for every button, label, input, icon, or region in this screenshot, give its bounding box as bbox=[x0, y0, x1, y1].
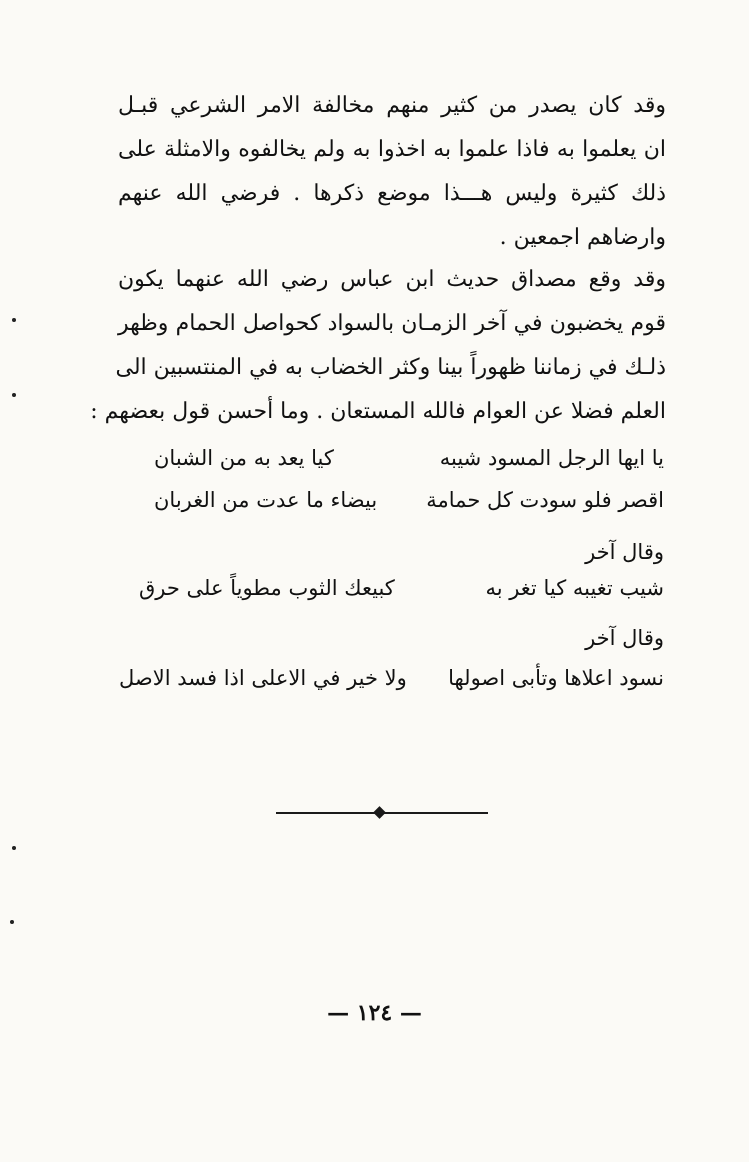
scan-speck bbox=[10, 920, 14, 924]
verse-first-hemistich: نسود اعلاها وتأبى اصولها bbox=[448, 666, 664, 690]
paragraph-line: ان يعلموا به فاذا علموا به اخذوا به ولم يخالفوه والامثلة على bbox=[118, 137, 666, 162]
verse-first-hemistich: شيب تغيبه كيا تغر به bbox=[485, 576, 664, 600]
page-number: — ١٢٤ — bbox=[327, 1000, 422, 1026]
verse-second-hemistich: بيضاء ما عدت من الغربان bbox=[154, 488, 378, 512]
scan-speck bbox=[12, 393, 16, 397]
verse-second-hemistich: كيا يعد به من الشبان bbox=[154, 446, 334, 470]
paragraph-line: العلم فضلا عن العوام فالله المستعان . وما أحسن قول بعضهم : bbox=[90, 399, 666, 424]
verse-intro-label: وقال آخر bbox=[585, 540, 664, 564]
verse-second-hemistich: كبيعك الثوب مطوياً على حرق bbox=[139, 576, 395, 600]
paragraph-1 bbox=[118, 84, 666, 260]
poem-verse bbox=[154, 438, 664, 478]
divider-ornament bbox=[373, 806, 386, 819]
verse-intro-label: وقال آخر bbox=[585, 626, 664, 650]
paragraph-line: وقد وقع مصداق حديث ابن عباس رضي الله عنهما يكون bbox=[118, 267, 666, 292]
paragraph-line: وارضاهم اجمعين . bbox=[499, 225, 666, 250]
paragraph-line: قوم يخضبون في آخر الزمـان بالسواد كحواصل الحمام وظهر bbox=[118, 311, 666, 336]
scan-speck bbox=[12, 318, 16, 322]
verse-second-hemistich: ولا خير في الاعلى اذا فسد الاصل bbox=[119, 666, 407, 690]
paragraph-line: وقد كان يصدر من كثير منهم مخالفة الامر الشرعي قبـل bbox=[118, 93, 666, 118]
poem-verse bbox=[154, 480, 664, 520]
paragraph-2 bbox=[90, 258, 666, 434]
paragraph-line: ذلك كثيرة وليس هـــذا موضع ذكرها . فرضي الله عنهم bbox=[118, 181, 666, 206]
poem-verse bbox=[119, 658, 664, 698]
paragraph-line: ذلـك في زماننا ظهوراً بينا وكثر الخضاب به في المنتسبين الى bbox=[115, 355, 666, 380]
scan-speck bbox=[12, 846, 16, 850]
verse-first-hemistich: اقصر فلو سودت كل حمامة bbox=[426, 488, 664, 512]
verse-first-hemistich: يا ايها الرجل المسود شيبه bbox=[439, 446, 664, 470]
poem-verse bbox=[139, 568, 664, 608]
